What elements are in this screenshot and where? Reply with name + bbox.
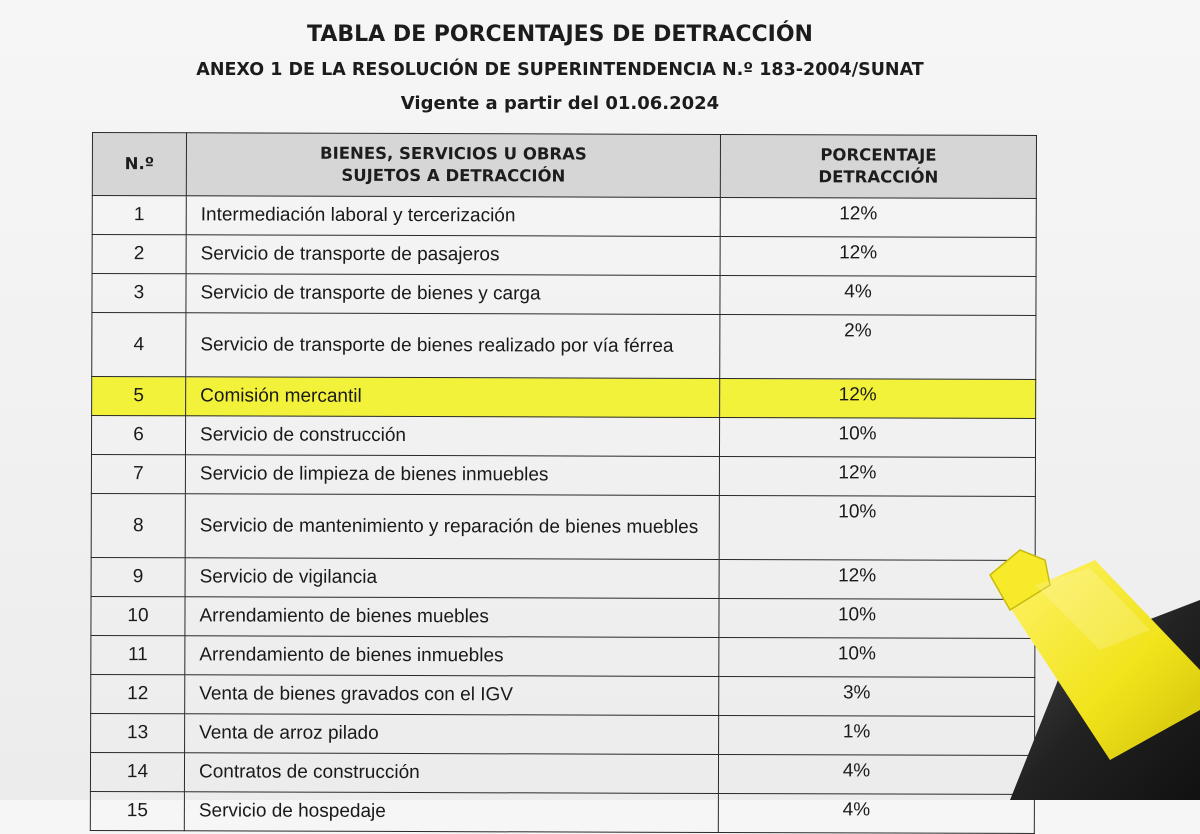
row-number: 15 <box>90 791 184 830</box>
table-row <box>91 557 1035 599</box>
header-num: N.º <box>92 133 186 196</box>
row-number: 1 <box>92 196 186 235</box>
table-row <box>92 196 1036 238</box>
row-percentage: 10% <box>719 637 1035 677</box>
header-item-line1: BIENES, SERVICIOS U OBRAS <box>320 143 587 164</box>
row-number: 6 <box>91 416 185 455</box>
row-item: Intermediación laboral y tercerización <box>186 196 720 237</box>
row-percentage: 4% <box>718 754 1034 794</box>
row-percentage: 12% <box>720 197 1036 237</box>
table-row <box>91 416 1035 458</box>
table-row <box>92 274 1036 316</box>
header-item <box>186 133 720 198</box>
table-row <box>92 313 1036 380</box>
row-number: 7 <box>91 454 185 493</box>
table-row <box>91 596 1035 638</box>
row-percentage: 10% <box>719 417 1035 457</box>
row-percentage: 4% <box>718 793 1034 833</box>
row-item: Arrendamiento de bienes muebles <box>185 597 719 638</box>
row-number: 8 <box>91 493 185 557</box>
table-header-row <box>92 133 1036 199</box>
row-percentage: 10% <box>719 598 1035 638</box>
row-item: Arrendamiento de bienes inmuebles <box>185 636 719 677</box>
table-row <box>91 713 1035 755</box>
row-item: Servicio de limpieza de bienes inmuebles <box>185 455 719 496</box>
row-number: 14 <box>90 752 184 791</box>
document-subtitle: ANEXO 1 DE LA RESOLUCIÓN DE SUPERINTENDENCIA N.º 183-2004/SUNAT <box>196 60 924 80</box>
row-item: Servicio de transporte de bienes realizado por vía férrea <box>186 313 720 379</box>
table-row <box>92 235 1036 277</box>
row-item: Contratos de construcción <box>184 753 718 794</box>
table-row <box>91 493 1035 560</box>
detraction-table-wrapper <box>90 132 1036 834</box>
header-item-line2: SUJETOS A DETRACCIÓN <box>341 165 566 186</box>
row-number: 2 <box>92 235 186 274</box>
row-number: 3 <box>92 274 186 313</box>
row-percentage: 12% <box>719 456 1035 496</box>
row-item: Venta de bienes gravados con el IGV <box>185 675 719 716</box>
row-item: Servicio de vigilancia <box>185 558 719 599</box>
row-item: Comisión mercantil <box>186 377 720 418</box>
row-percentage: 12% <box>719 559 1035 599</box>
row-percentage: 4% <box>720 275 1036 315</box>
row-item: Venta de arroz pilado <box>185 714 719 755</box>
row-item: Servicio de transporte de pasajeros <box>186 235 720 276</box>
row-percentage: 12% <box>720 236 1036 276</box>
row-number: 13 <box>91 713 185 752</box>
row-number: 5 <box>92 377 186 416</box>
row-number: 12 <box>91 674 185 713</box>
header-pct <box>720 134 1036 198</box>
row-number: 9 <box>91 557 185 596</box>
row-number: 10 <box>91 596 185 635</box>
row-percentage: 1% <box>719 715 1035 755</box>
detraction-table <box>90 132 1037 834</box>
row-percentage: 12% <box>720 378 1036 418</box>
table-row <box>91 454 1035 496</box>
table-row <box>90 752 1034 794</box>
row-item: Servicio de mantenimiento y reparación de bienes muebles <box>185 494 719 560</box>
row-item: Servicio de transporte de bienes y carga <box>186 274 720 315</box>
row-percentage: 10% <box>719 495 1035 560</box>
table-row <box>91 635 1035 677</box>
document-title: TABLA DE PORCENTAJES DE DETRACCIÓN <box>307 22 813 47</box>
row-item: Servicio de hospedaje <box>184 792 718 833</box>
table-row <box>90 791 1034 833</box>
table-row-highlighted <box>92 377 1036 419</box>
row-percentage: 3% <box>719 676 1035 716</box>
header-pct-line1: PORCENTAJE <box>820 145 937 165</box>
row-number: 11 <box>91 635 185 674</box>
document-validity: Vigente a partir del 01.06.2024 <box>400 93 720 114</box>
header-pct-line2: DETRACCIÓN <box>818 167 939 187</box>
row-number: 4 <box>92 313 186 377</box>
row-item: Servicio de construcción <box>185 416 719 457</box>
row-percentage: 2% <box>720 314 1036 379</box>
table-row <box>91 674 1035 716</box>
